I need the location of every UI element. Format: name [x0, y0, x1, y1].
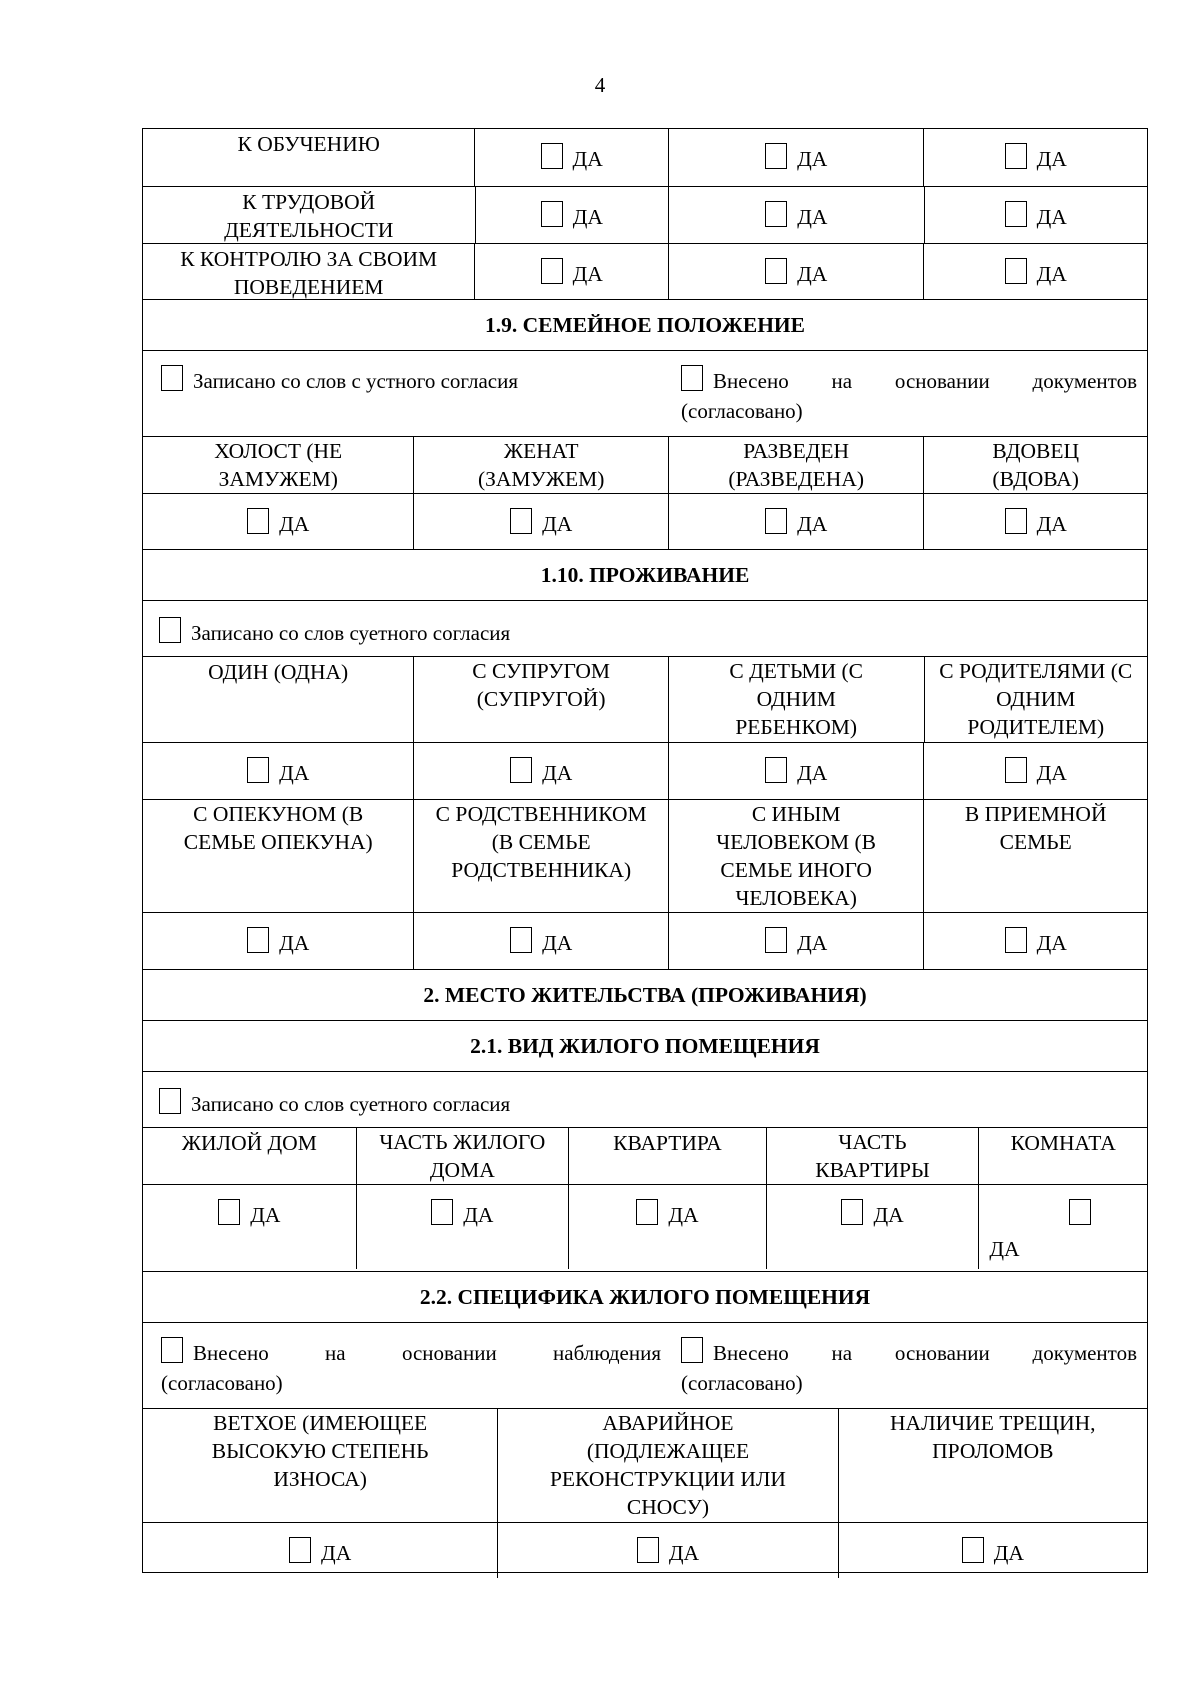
checkbox-icon: [247, 927, 269, 953]
checkbox-yes[interactable]: ДА: [510, 931, 572, 955]
option-label: ХОЛОСТ (НЕ ЗАМУЖЕМ): [214, 439, 343, 491]
table-row: [143, 493, 1147, 550]
housing-spec-source-notes: Внесено на основании наблюдения Внесено на основании документов (согласовано) (согласовано): [143, 1322, 1147, 1408]
checkbox-oral-consent[interactable]: Записано со слов с устного согласия: [161, 369, 518, 393]
checkbox-yes[interactable]: ДА: [510, 512, 572, 536]
option-label: ЖИЛОЙ ДОМ: [181, 1131, 317, 1155]
table-row: [143, 1184, 1147, 1269]
checkbox-icon: [541, 201, 563, 227]
checkbox-icon: [1005, 258, 1027, 284]
abilities-table: [142, 128, 1148, 300]
table-row: [143, 186, 1147, 243]
checkbox-icon: [1005, 201, 1027, 227]
checkbox-icon: [765, 143, 787, 169]
checkbox-yes[interactable]: ДА: [247, 931, 309, 955]
checkbox-yes[interactable]: ДА: [978, 1185, 1147, 1269]
section-heading: 1.9. СЕМЕЙНОЕ ПОЛОЖЕНИЕ: [485, 313, 805, 337]
checkbox-yes[interactable]: ДА: [765, 205, 827, 229]
checkbox-consent[interactable]: Записано со слов суетного согласия: [159, 617, 510, 656]
option-label: ВДОВЕЦ (ВДОВА): [923, 437, 1147, 493]
checkbox-yes[interactable]: ДА: [541, 147, 603, 171]
checkbox-icon: [1069, 1199, 1091, 1225]
option-label: С РОДИТЕЛЯМИ (С ОДНИМ РОДИТЕЛЕМ): [924, 657, 1148, 742]
checkbox-yes[interactable]: ДА: [1005, 147, 1067, 171]
checkbox-icon: [431, 1199, 453, 1225]
checkbox-icon: [1005, 143, 1027, 169]
option-label: С ДЕТЬМИ (С ОДНИМ РЕБЕНКОМ): [668, 657, 924, 742]
checkbox-yes[interactable]: ДА: [765, 931, 827, 955]
table-row: [143, 436, 1147, 493]
checkbox-yes[interactable]: ДА: [510, 761, 572, 785]
checkbox-icon: [159, 1088, 181, 1114]
option-label: НАЛИЧИЕ ТРЕЩИН, ПРОЛОМОВ: [838, 1409, 1147, 1522]
table-row: [143, 129, 1147, 186]
checkbox-icon: [218, 1199, 240, 1225]
checkbox-yes[interactable]: ДА: [247, 512, 309, 536]
checkbox-yes[interactable]: ДА: [289, 1541, 351, 1565]
ability-label: К ТРУДОВОЙ ДЕЯТЕЛЬНОСТИ: [224, 190, 394, 242]
checkbox-yes[interactable]: ДА: [1005, 262, 1067, 286]
table-row: [143, 243, 1147, 300]
section-heading: 2.2. СПЕЦИФИКА ЖИЛОГО ПОМЕЩЕНИЯ: [419, 1285, 871, 1309]
checkbox-icon: [289, 1537, 311, 1563]
table-row: [143, 656, 1147, 742]
option-label: С ИНЫМ ЧЕЛОВЕКОМ (В СЕМЬЕ ИНОГО ЧЕЛОВЕКА): [668, 800, 924, 912]
checkbox-icon: [1005, 927, 1027, 953]
checkbox-yes[interactable]: ДА: [765, 262, 827, 286]
checkbox-yes[interactable]: ДА: [765, 761, 827, 785]
checkbox-yes[interactable]: ДА: [637, 1541, 699, 1565]
checkbox-icon: [541, 143, 563, 169]
checkbox-yes[interactable]: ДА: [1005, 931, 1067, 955]
checkbox-documents[interactable]: [681, 1337, 703, 1363]
option-label: С СУПРУГОМ (СУПРУГОЙ): [413, 657, 668, 742]
checkbox-yes[interactable]: ДА: [218, 1203, 280, 1227]
checkbox-icon: [1005, 757, 1027, 783]
housing-type-source-note: [143, 1071, 1147, 1127]
checkbox-yes[interactable]: ДА: [962, 1541, 1024, 1565]
table-row: [143, 799, 1147, 912]
residence-section: [142, 549, 1148, 970]
option-label: КОМНАТА: [978, 1128, 1147, 1184]
checkbox-yes[interactable]: ДА: [1005, 761, 1067, 785]
option-label: КВАРТИРА: [568, 1128, 766, 1184]
option-label: ЧАСТЬ ЖИЛОГО ДОМА: [356, 1128, 569, 1184]
marital-source-notes: Записано со слов с устного согласия Внесено на основании документов (согласовано): [143, 350, 1147, 436]
checkbox-icon: [159, 617, 181, 643]
place-section: [142, 969, 1148, 1021]
checkbox-icon: [765, 927, 787, 953]
checkbox-icon: [247, 508, 269, 534]
table-row: [143, 742, 1147, 799]
section-heading: 2. МЕСТО ЖИТЕЛЬСТВА (ПРОЖИВАНИЯ): [423, 983, 867, 1007]
checkbox-yes[interactable]: ДА: [765, 147, 827, 171]
checkbox-icon: [510, 757, 532, 783]
checkbox-yes[interactable]: ДА: [636, 1203, 698, 1227]
checkbox-icon: [841, 1199, 863, 1225]
option-label: РАЗВЕДЕН (РАЗВЕДЕНА): [668, 437, 923, 493]
checkbox-icon: [765, 258, 787, 284]
option-label: В ПРИЕМНОЙ СЕМЬЕ: [923, 800, 1147, 912]
table-row: [143, 1522, 1147, 1578]
checkbox-documents[interactable]: [681, 365, 703, 391]
option-label: С ОПЕКУНОМ (В СЕМЬЕ ОПЕКУНА): [183, 802, 373, 854]
checkbox-icon: [510, 508, 532, 534]
checkbox-yes[interactable]: ДА: [541, 205, 603, 229]
option-label: ЖЕНАТ (ЗАМУЖЕМ): [413, 437, 668, 493]
checkbox-yes[interactable]: ДА: [841, 1203, 903, 1227]
section-heading: 1.10. ПРОЖИВАНИЕ: [540, 563, 750, 587]
option-label: С РОДСТВЕННИКОМ (В СЕМЬЕ РОДСТВЕННИКА): [413, 800, 667, 912]
option-label: ОДИН (ОДНА): [208, 660, 349, 684]
marital-section: [142, 299, 1148, 550]
checkbox-icon: [1005, 508, 1027, 534]
option-label: ВЕТХОЕ (ИМЕЮЩЕЕ ВЫСОКУЮ СТЕПЕНЬ ИЗНОСА): [211, 1411, 429, 1491]
checkbox-yes[interactable]: ДА: [1005, 512, 1067, 536]
checkbox-icon: [247, 757, 269, 783]
page-number: 4: [594, 73, 606, 97]
table-row: [143, 1127, 1147, 1184]
ability-label: К ОБУЧЕНИЮ: [237, 132, 380, 156]
housing-spec-section: [142, 1271, 1148, 1573]
checkbox-observation[interactable]: [161, 1337, 183, 1363]
ability-label: К КОНТРОЛЮ ЗА СВОИМ ПОВЕДЕНИЕМ: [180, 247, 438, 299]
checkbox-icon: [637, 1537, 659, 1563]
checkbox-yes[interactable]: ДА: [431, 1203, 493, 1227]
section-heading: 2.1. ВИД ЖИЛОГО ПОМЕЩЕНИЯ: [470, 1034, 820, 1058]
checkbox-yes[interactable]: ДА: [1005, 205, 1067, 229]
table-row: [143, 1408, 1147, 1522]
checkbox-yes[interactable]: ДА: [247, 761, 309, 785]
checkbox-yes[interactable]: ДА: [541, 262, 603, 286]
checkbox-icon: [161, 365, 183, 391]
residence-source-note: [143, 600, 1147, 656]
checkbox-icon: [962, 1537, 984, 1563]
checkbox-icon: [765, 757, 787, 783]
option-label: ЧАСТЬ КВАРТИРЫ: [766, 1128, 979, 1184]
checkbox-icon: [541, 258, 563, 284]
checkbox-yes[interactable]: ДА: [765, 512, 827, 536]
table-row: [143, 912, 1147, 969]
checkbox-icon: [765, 201, 787, 227]
checkbox-icon: [510, 927, 532, 953]
checkbox-icon: [765, 508, 787, 534]
checkbox-icon: [636, 1199, 658, 1225]
checkbox-consent[interactable]: Записано со слов суетного согласия: [159, 1088, 510, 1127]
option-label: АВАРИЙНОЕ (ПОДЛЕЖАЩЕЕ РЕКОНСТРУКЦИИ ИЛИ СНОСУ): [497, 1409, 837, 1522]
housing-type-section: [142, 1020, 1148, 1272]
